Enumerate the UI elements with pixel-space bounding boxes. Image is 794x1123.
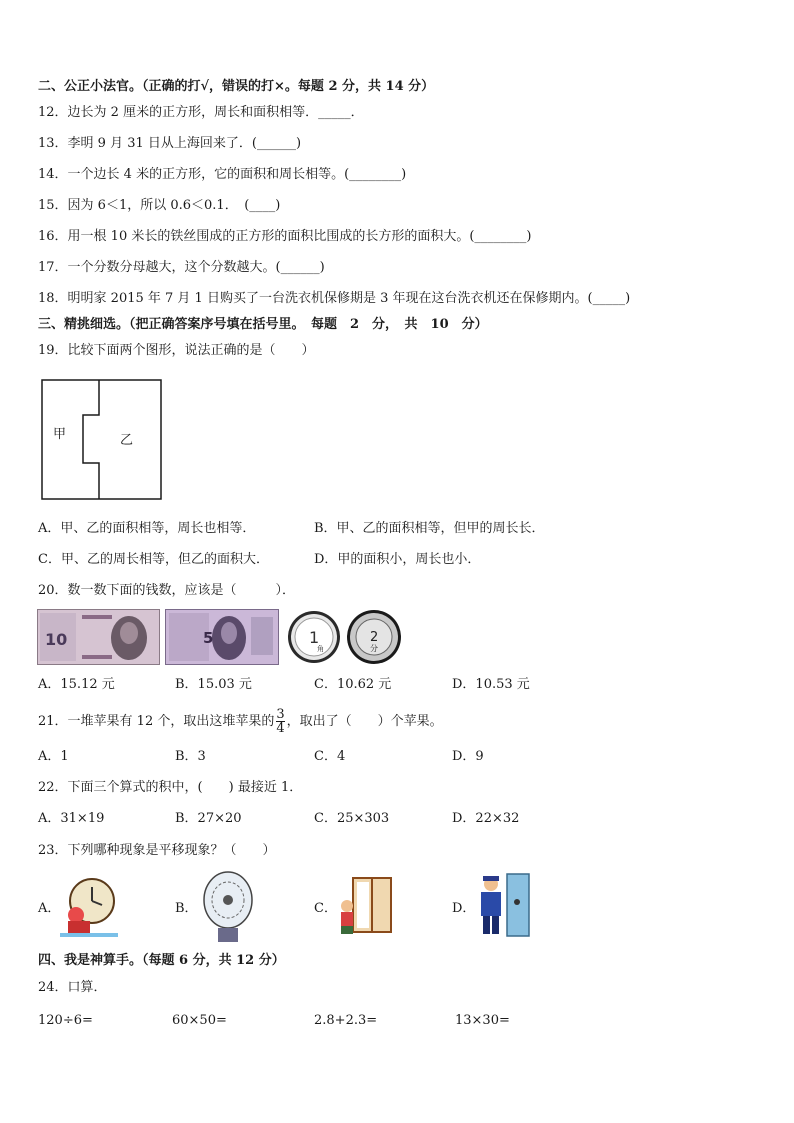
section2-heading: 二、公正小法官。（正确的打√，错误的打×。每题 2 分，共 14 分） [38, 79, 435, 94]
question-18: 18．明明家 2015 年 7 月 1 日购买了一台洗衣机保修期是 3 年现在这台洗衣机还在保修期内。(_____) [38, 291, 631, 306]
question-14: 14．一个边长 4 米的正方形，它的面积和周长相等。(________) [38, 167, 407, 182]
q19-option-a: A．甲、乙的面积相等，周长也相等． [38, 521, 256, 536]
question-12: 12．边长为 2 厘米的正方形，周长和面积相等．_____． [38, 105, 364, 120]
five-yuan-denomination: 5 [203, 629, 214, 647]
window-sliding-image [335, 876, 393, 936]
q21-option-a: A．1 [38, 749, 69, 764]
door-handle-turning-image [475, 872, 533, 938]
q19-option-b: B．甲、乙的面积相等，但甲的周长长． [314, 521, 545, 536]
mental-math-item-3: 2.8+2.3= [314, 1013, 378, 1028]
question-16: 16．用一根 10 米长的铁丝围成的正方形的面积比围成的长方形的面积大。(________) [38, 229, 532, 244]
q21-fraction-denominator: 4 [276, 721, 285, 736]
mental-math-item-1: 120÷6= [38, 1013, 93, 1028]
label-yi: 乙 [120, 433, 134, 448]
q20-option-a: A．15.12 元 [38, 677, 115, 692]
q21-text-after: ，取出了（ ）个苹果。 [286, 714, 443, 729]
q22-option-d: D．22×32 [452, 811, 520, 826]
q21-option-c: C．4 [314, 749, 346, 764]
two-fen-value: 2 [370, 630, 379, 645]
two-fen-unit: 分 [370, 644, 378, 653]
q19-option-d: D．甲的面积小，周长也小． [314, 552, 481, 567]
q23-option-c: C． [314, 901, 337, 916]
q21-fraction [276, 708, 284, 735]
q19-shapes-figure [40, 378, 164, 502]
mental-math-item-4: 13×30= [455, 1013, 510, 1028]
dividing-line [83, 380, 99, 499]
ten-yuan-denomination: 10 [45, 630, 68, 649]
question-20: 20．数一数下面的钱数，应该是（ ）． [38, 583, 296, 598]
five-yuan-note-image [165, 609, 279, 665]
one-jiao-unit: 角 [317, 645, 324, 653]
q21-option-b: B．3 [175, 749, 206, 764]
q20-option-c: C．10.62 元 [314, 677, 392, 692]
q22-option-b: B．27×20 [175, 811, 242, 826]
one-jiao-coin-image [287, 609, 341, 665]
q20-option-b: B．15.03 元 [175, 677, 252, 692]
question-15: 15．因为 6＜1，所以 0.6＜0.1． (____) [38, 198, 281, 213]
q22-option-c: C．25×303 [314, 811, 390, 826]
fan-rotating-image [198, 868, 254, 944]
ten-yuan-note-image [37, 609, 160, 665]
section3-heading: 三、精挑细选。（把正确答案序号填在括号里。 每题 2 分， 共 10 分） [38, 317, 488, 332]
question-19: 19．比较下面两个图形，说法正确的是（ ） [38, 343, 315, 358]
question-13: 13．李明 9 月 31 日从上海回来了．(______) [38, 136, 302, 151]
mental-math-item-2: 60×50= [172, 1013, 227, 1028]
q21-option-d: D．9 [452, 749, 484, 764]
q21-fraction-numerator: 3 [276, 707, 285, 722]
q23-option-a: A． [38, 901, 61, 916]
two-fen-coin-image [346, 609, 402, 665]
question-17: 17．一个分数分母越大，这个分数越大。(______) [38, 260, 325, 275]
section4-heading: 四、我是神算手。（每题 6 分，共 12 分） [38, 953, 285, 968]
one-jiao-value: 1 [309, 628, 320, 647]
q23-option-b: B． [175, 901, 198, 916]
clock-turning-image [60, 875, 118, 937]
q21-text-before: 21．一堆苹果有 12 个，取出这堆苹果的 [38, 714, 275, 729]
question-23: 23．下列哪种现象是平移现象？（ ） [38, 843, 276, 858]
q20-option-d: D．10.53 元 [452, 677, 530, 692]
question-21 [38, 708, 443, 735]
q23-option-d: D． [452, 901, 476, 916]
q19-option-c: C．甲、乙的周长相等，但乙的面积大． [38, 552, 269, 567]
q22-option-a: A．31×19 [38, 811, 105, 826]
question-24: 24．口算． [38, 980, 107, 995]
question-22: 22．下面三个算式的积中，( ) 最接近 1． [38, 780, 303, 795]
label-jia: 甲 [53, 427, 67, 442]
